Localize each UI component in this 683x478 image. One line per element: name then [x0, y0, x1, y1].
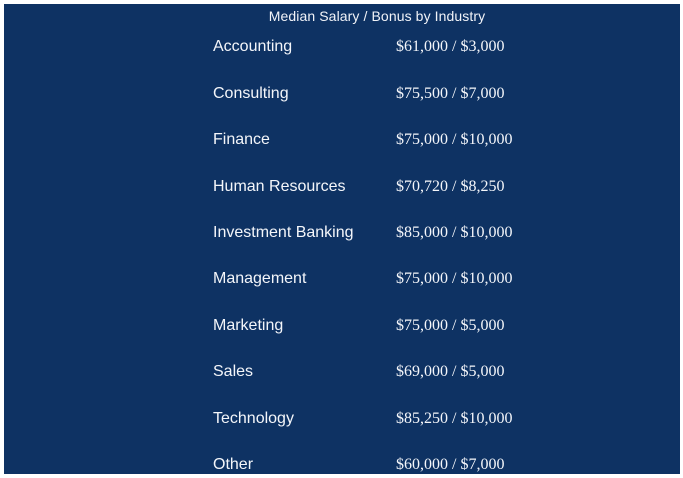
salary-bonus-value: $60,000 / $7,000: [396, 456, 505, 473]
list-item: [4, 38, 680, 62]
salary-bonus-value: $75,000 / $10,000: [396, 270, 513, 287]
list-item: [4, 224, 680, 248]
salary-panel: [4, 4, 680, 474]
salary-bonus-value: $75,000 / $10,000: [396, 131, 513, 148]
list-item: [4, 131, 680, 155]
list-item: [4, 456, 680, 474]
salary-list: [4, 4, 680, 474]
list-item: [4, 178, 680, 202]
industry-label: Accounting: [213, 38, 293, 55]
salary-bonus-value: $85,250 / $10,000: [396, 410, 513, 427]
salary-bonus-value: $75,500 / $7,000: [396, 85, 505, 102]
industry-label: Marketing: [213, 317, 284, 334]
industry-label: Investment Banking: [213, 224, 354, 241]
panel-title: Median Salary / Bonus by Industry: [268, 8, 486, 24]
industry-label: Management: [213, 270, 307, 287]
industry-label: Consulting: [213, 85, 289, 102]
list-item: [4, 317, 680, 341]
list-item: [4, 410, 680, 434]
industry-label: Human Resources: [213, 178, 346, 195]
industry-label: Sales: [213, 363, 254, 380]
salary-bonus-value: $75,000 / $5,000: [396, 317, 505, 334]
salary-bonus-value: $69,000 / $5,000: [396, 363, 505, 380]
industry-label: Technology: [213, 410, 294, 427]
list-item: [4, 85, 680, 109]
salary-bonus-value: $70,720 / $8,250: [396, 178, 505, 195]
list-item: [4, 270, 680, 294]
salary-bonus-value: $61,000 / $3,000: [396, 38, 505, 55]
industry-label: Other: [213, 456, 254, 473]
list-item: [4, 363, 680, 387]
salary-bonus-value: $85,000 / $10,000: [396, 224, 513, 241]
industry-label: Finance: [213, 131, 270, 148]
